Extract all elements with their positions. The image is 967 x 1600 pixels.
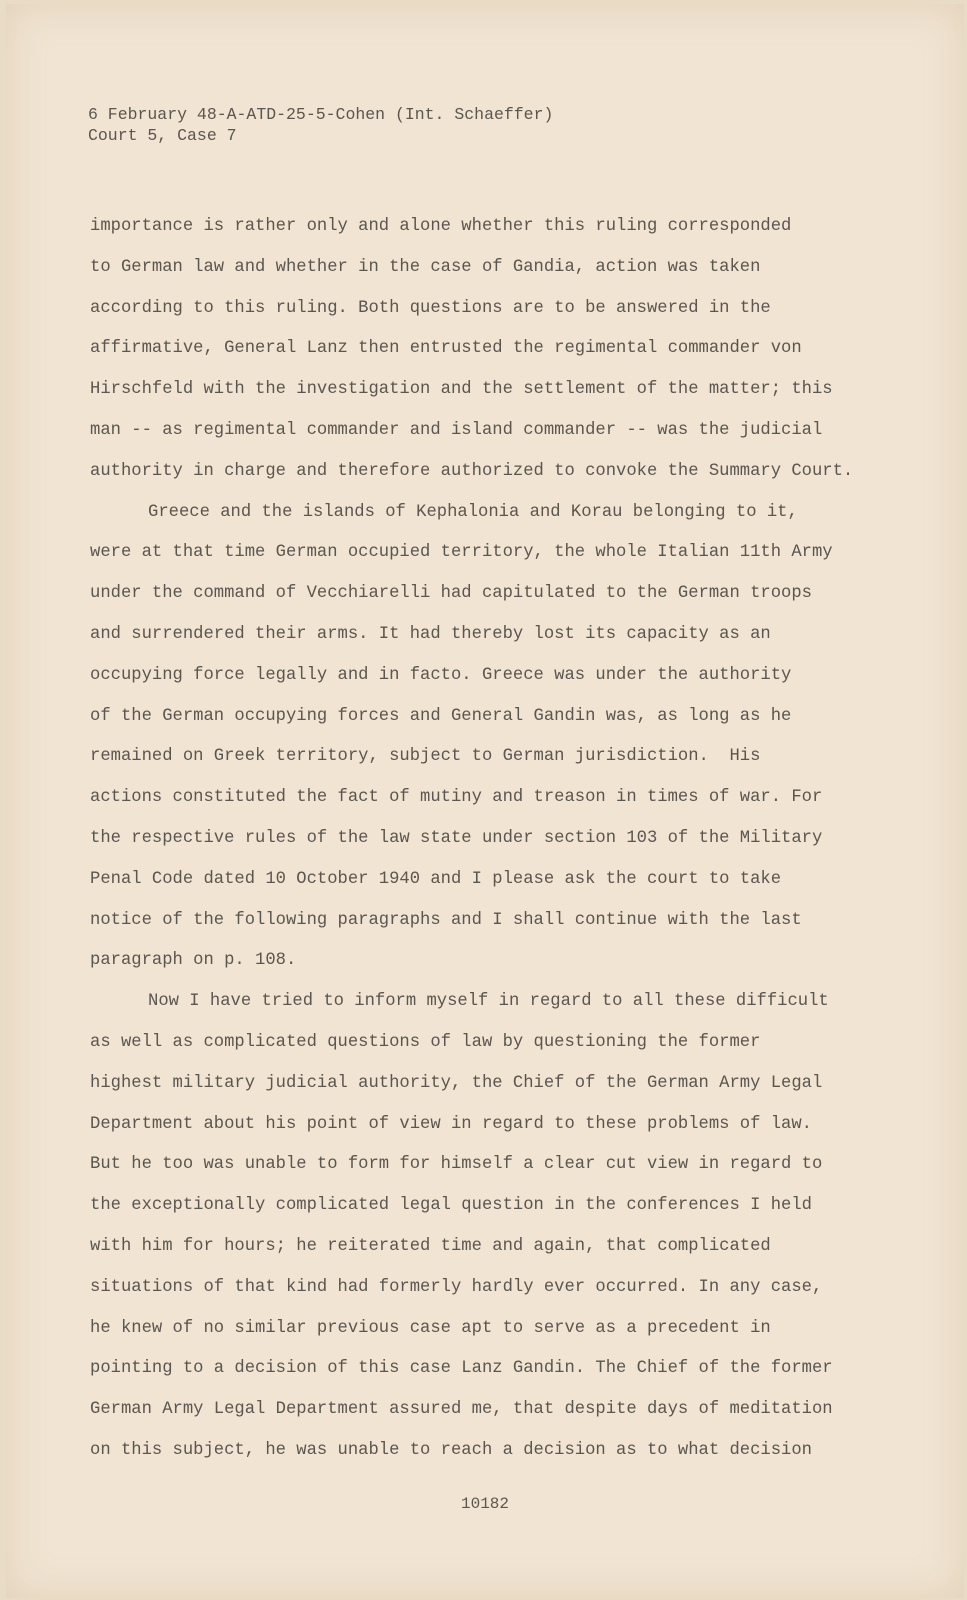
text-line: the respective rules of the law state under section 103 of the Military: [90, 828, 823, 848]
text-line: he knew of no similar previous case apt to serve as a precedent in: [90, 1318, 771, 1338]
text-line: highest military judicial authority, the Chief of the German Army Legal: [90, 1073, 823, 1093]
text-line: Greece and the islands of Kephalonia and Korau belonging to it,: [148, 502, 798, 522]
text-line: authority in charge and therefore authorized to convoke the Summary Court.: [90, 461, 854, 481]
text-line: actions constituted the fact of mutiny and treason in times of war. For: [90, 788, 823, 808]
text-line: of the German occupying forces and General Gandin was, as long as he: [90, 706, 792, 726]
text-line: paragraph on p. 108.: [90, 951, 297, 971]
text-line: according to this ruling. Both questions are to be answered in the: [90, 298, 771, 318]
paragraph: [90, 493, 853, 983]
text-line: with him for hours; he reiterated time and again, that complicated: [90, 1236, 771, 1256]
text-line: Department about his point of view in regard to these problems of law.: [90, 1114, 812, 1134]
text-line: and surrendered their arms. It had thereby lost its capacity as an: [90, 624, 771, 644]
text-line: situations of that kind had formerly hardly ever occurred. In any case,: [90, 1277, 823, 1297]
document-page: [6, 4, 964, 1598]
text-line: Penal Code dated 10 October 1940 and I please ask the court to take: [90, 869, 782, 889]
header-line-2: Court 5, Case 7: [88, 126, 237, 145]
text-line: importance is rather only and alone whether this ruling corresponded: [90, 217, 792, 236]
page-number: 10182: [460, 1495, 509, 1513]
text-line: as well as complicated questions of law by questioning the former: [90, 1032, 761, 1052]
text-line: But he too was unable to form for himself a clear cut view in regard to: [90, 1155, 823, 1175]
text-line: were at that time German occupied territory, the whole Italian 11th Army: [90, 543, 833, 563]
text-line: to German law and whether in the case of Gandia, action was taken: [90, 257, 761, 277]
text-line: the exceptionally complicated legal question in the conferences I held: [90, 1196, 812, 1216]
paragraph: [90, 207, 853, 493]
text-line: German Army Legal Department assured me, that despite days of meditation: [90, 1400, 833, 1420]
text-line: Now I have tried to inform myself in regard to all these difficult: [148, 992, 829, 1012]
text-line: affirmative, General Lanz then entrusted the regimental commander von: [90, 339, 802, 359]
text-line: man -- as regimental commander and island commander -- was the judicial: [90, 420, 823, 440]
text-line: under the command of Vecchiarelli had capitulated to the German troops: [90, 584, 812, 604]
text-line: Hirschfeld with the investigation and the settlement of the matter; this: [90, 380, 833, 400]
document-body: [90, 207, 853, 1472]
text-line: remained on Greek territory, subject to German jurisdiction. His: [90, 747, 761, 767]
paragraph: [90, 982, 853, 1472]
header-line-1: 6 February 48-A-ATD-25-5-Cohen (Int. Schaeffer): [88, 105, 554, 124]
text-line: notice of the following paragraphs and I shall continue with the last: [90, 910, 802, 930]
text-line: on this subject, he was unable to reach a decision as to what decision: [90, 1440, 812, 1460]
text-line: occupying force legally and in facto. Greece was under the authority: [90, 665, 792, 685]
text-line: pointing to a decision of this case Lanz Gandin. The Chief of the former: [90, 1359, 833, 1379]
